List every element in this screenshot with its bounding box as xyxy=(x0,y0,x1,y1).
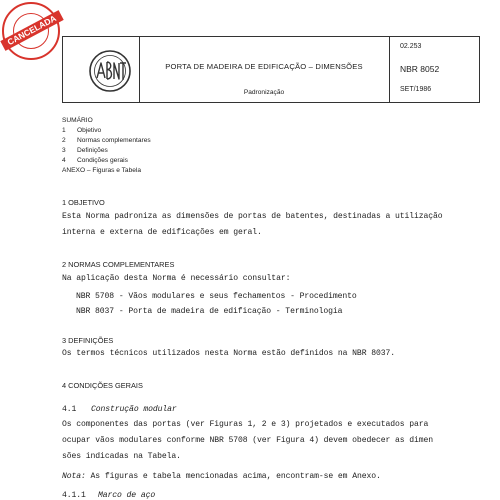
summary-title: SUMÁRIO xyxy=(62,117,93,124)
cancelled-stamp xyxy=(1,1,59,59)
body-line: Esta Norma padroniza as dimensões de portas de batentes, destinadas a utilização xyxy=(62,212,443,221)
stamp-label: CANCELADA xyxy=(0,10,63,51)
document-code: 02.253 xyxy=(400,43,422,50)
reference-item: NBR 8037 - Porta de madeira de edificação - Terminologia xyxy=(76,307,343,316)
document-title: PORTA DE MADEIRA DE EDIFICAÇÃO – DIMENSÕES xyxy=(165,62,363,71)
document-subtitle: Padronização xyxy=(243,89,285,96)
summary-item-num: 1 xyxy=(62,127,66,134)
section-heading: 2 NORMAS COMPLEMENTARES xyxy=(62,260,175,269)
body-line: Na aplicação desta Norma é necessário consultar: xyxy=(62,274,291,283)
summary-item-label: Definições xyxy=(77,147,108,154)
standard-number: NBR 8052 xyxy=(400,64,440,74)
summary-item-label: Condições gerais xyxy=(77,157,128,164)
summary-item-num: 3 xyxy=(62,147,66,154)
summary-annex: ANEXO – Figuras e Tabela xyxy=(62,167,142,174)
subsection-number: 4.1.1 xyxy=(62,491,86,500)
body-line: interna e externa de edificações em geral. xyxy=(62,228,262,237)
note xyxy=(62,472,381,481)
header-divider xyxy=(139,37,140,102)
section-heading: 1 OBJETIVO xyxy=(62,198,105,207)
header-divider xyxy=(389,37,390,102)
note-text: As figuras e tabela mencionadas acima, encontram-se em Anexo. xyxy=(85,472,381,481)
subsection-title: Marco de aço xyxy=(98,491,156,500)
summary-item-label: Objetivo xyxy=(77,127,102,134)
body-line: sões indicadas na Tabela. xyxy=(62,452,181,461)
subsection-number: 4.1 xyxy=(62,405,77,414)
abnt-logo-icon xyxy=(88,49,132,93)
note-label: Nota: xyxy=(62,472,86,481)
reference-item: NBR 5708 - Vãos modulares e seus fechamentos - Procedimento xyxy=(76,292,357,301)
section-heading: 3 DEFINIÇÕES xyxy=(62,336,114,345)
body-line: Os componentes das portas (ver Figuras 1, 2 e 3) projetados e executados para xyxy=(62,420,429,429)
summary-item-num: 2 xyxy=(62,137,66,144)
subsection-title: Construção modular xyxy=(91,405,177,414)
body-line: ocupar vãos modulares conforme NBR 5708 (ver Figura 4) devem obedecer as dimen xyxy=(62,436,434,445)
section-heading: 4 CONDIÇÕES GERAIS xyxy=(62,381,143,390)
publication-date: SET/1986 xyxy=(400,86,432,93)
body-line: Os termos técnicos utilizados nesta Norma estão definidos na NBR 8037. xyxy=(62,349,395,358)
summary-item-label: Normas complementares xyxy=(77,137,151,144)
summary-item-num: 4 xyxy=(62,157,66,164)
